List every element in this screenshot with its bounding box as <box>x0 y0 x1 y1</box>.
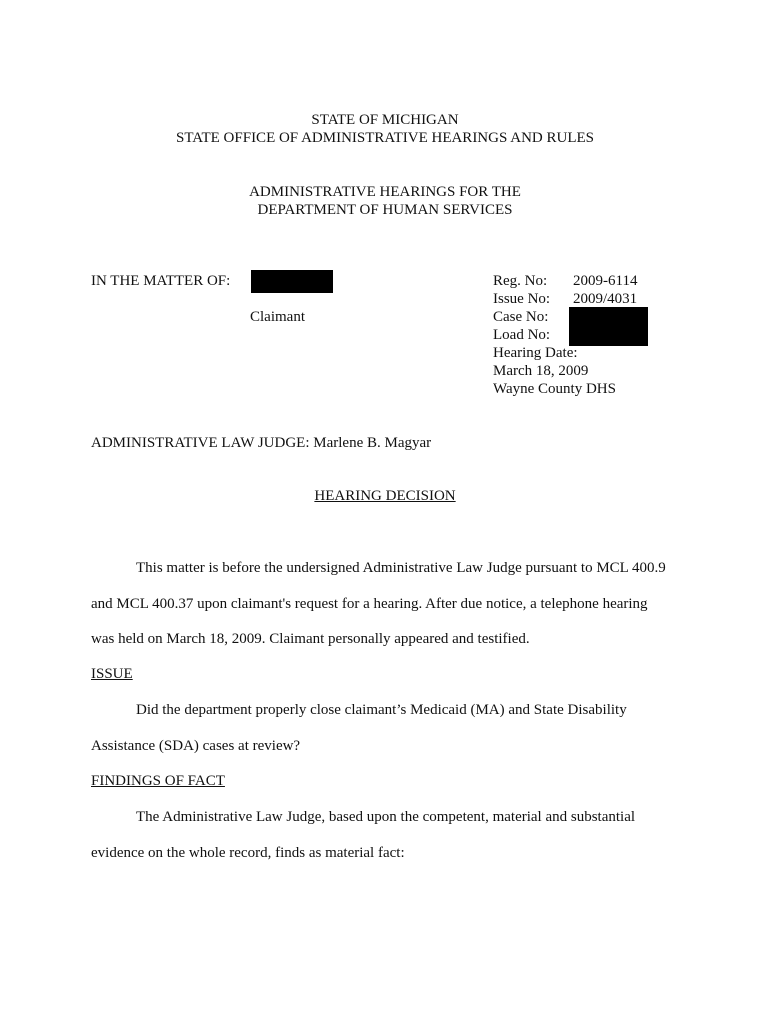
body-paragraph-line-2: and MCL 400.37 upon claimant's request for a hearing. After due notice, a telephone hearing <box>91 596 648 612</box>
redacted-case-load-numbers <box>569 307 648 346</box>
header-state: STATE OF MICHIGAN <box>311 112 459 128</box>
issue-line-2: Assistance (SDA) cases at review? <box>91 738 301 754</box>
findings-line-2: evidence on the whole record, finds as material fact: <box>91 845 405 861</box>
case-no-label: Case No: <box>493 309 549 325</box>
header-department: DEPARTMENT OF HUMAN SERVICES <box>257 202 513 218</box>
hearing-date-label: Hearing Date: <box>493 345 578 361</box>
body-paragraph-line-1: This matter is before the undersigned Administrative Law Judge pursuant to MCL 400.9 <box>136 560 666 576</box>
findings-heading: FINDINGS OF FACT <box>91 773 225 789</box>
judge-line: ADMINISTRATIVE LAW JUDGE: Marlene B. Magyar <box>91 435 432 451</box>
load-no-label: Load No: <box>493 327 551 343</box>
claimant-label: Claimant <box>250 309 305 325</box>
issue-no-label: Issue No: <box>493 291 551 307</box>
matter-label: IN THE MATTER OF: <box>91 273 231 289</box>
reg-no-value: 2009-6114 <box>573 273 638 289</box>
decision-title-text: HEARING DECISION <box>314 488 456 504</box>
header-hearings: ADMINISTRATIVE HEARINGS FOR THE <box>249 184 521 200</box>
office-name: Wayne County DHS <box>493 381 616 397</box>
decision-title <box>0 487 770 505</box>
header-office: STATE OFFICE OF ADMINISTRATIVE HEARINGS AND RULES <box>176 130 594 146</box>
findings-line-1: The Administrative Law Judge, based upon the competent, material and substantial <box>136 809 636 825</box>
body-paragraph-line-3: was held on March 18, 2009. Claimant personally appeared and testified. <box>91 631 530 647</box>
issue-no-value: 2009/4031 <box>573 291 638 307</box>
redacted-claimant-name <box>251 270 333 293</box>
issue-line-1: Did the department properly close claimant’s Medicaid (MA) and State Disability <box>136 702 627 718</box>
hearing-date-value: March 18, 2009 <box>493 363 589 379</box>
issue-heading: ISSUE <box>91 666 133 682</box>
reg-no-label: Reg. No: <box>493 273 548 289</box>
